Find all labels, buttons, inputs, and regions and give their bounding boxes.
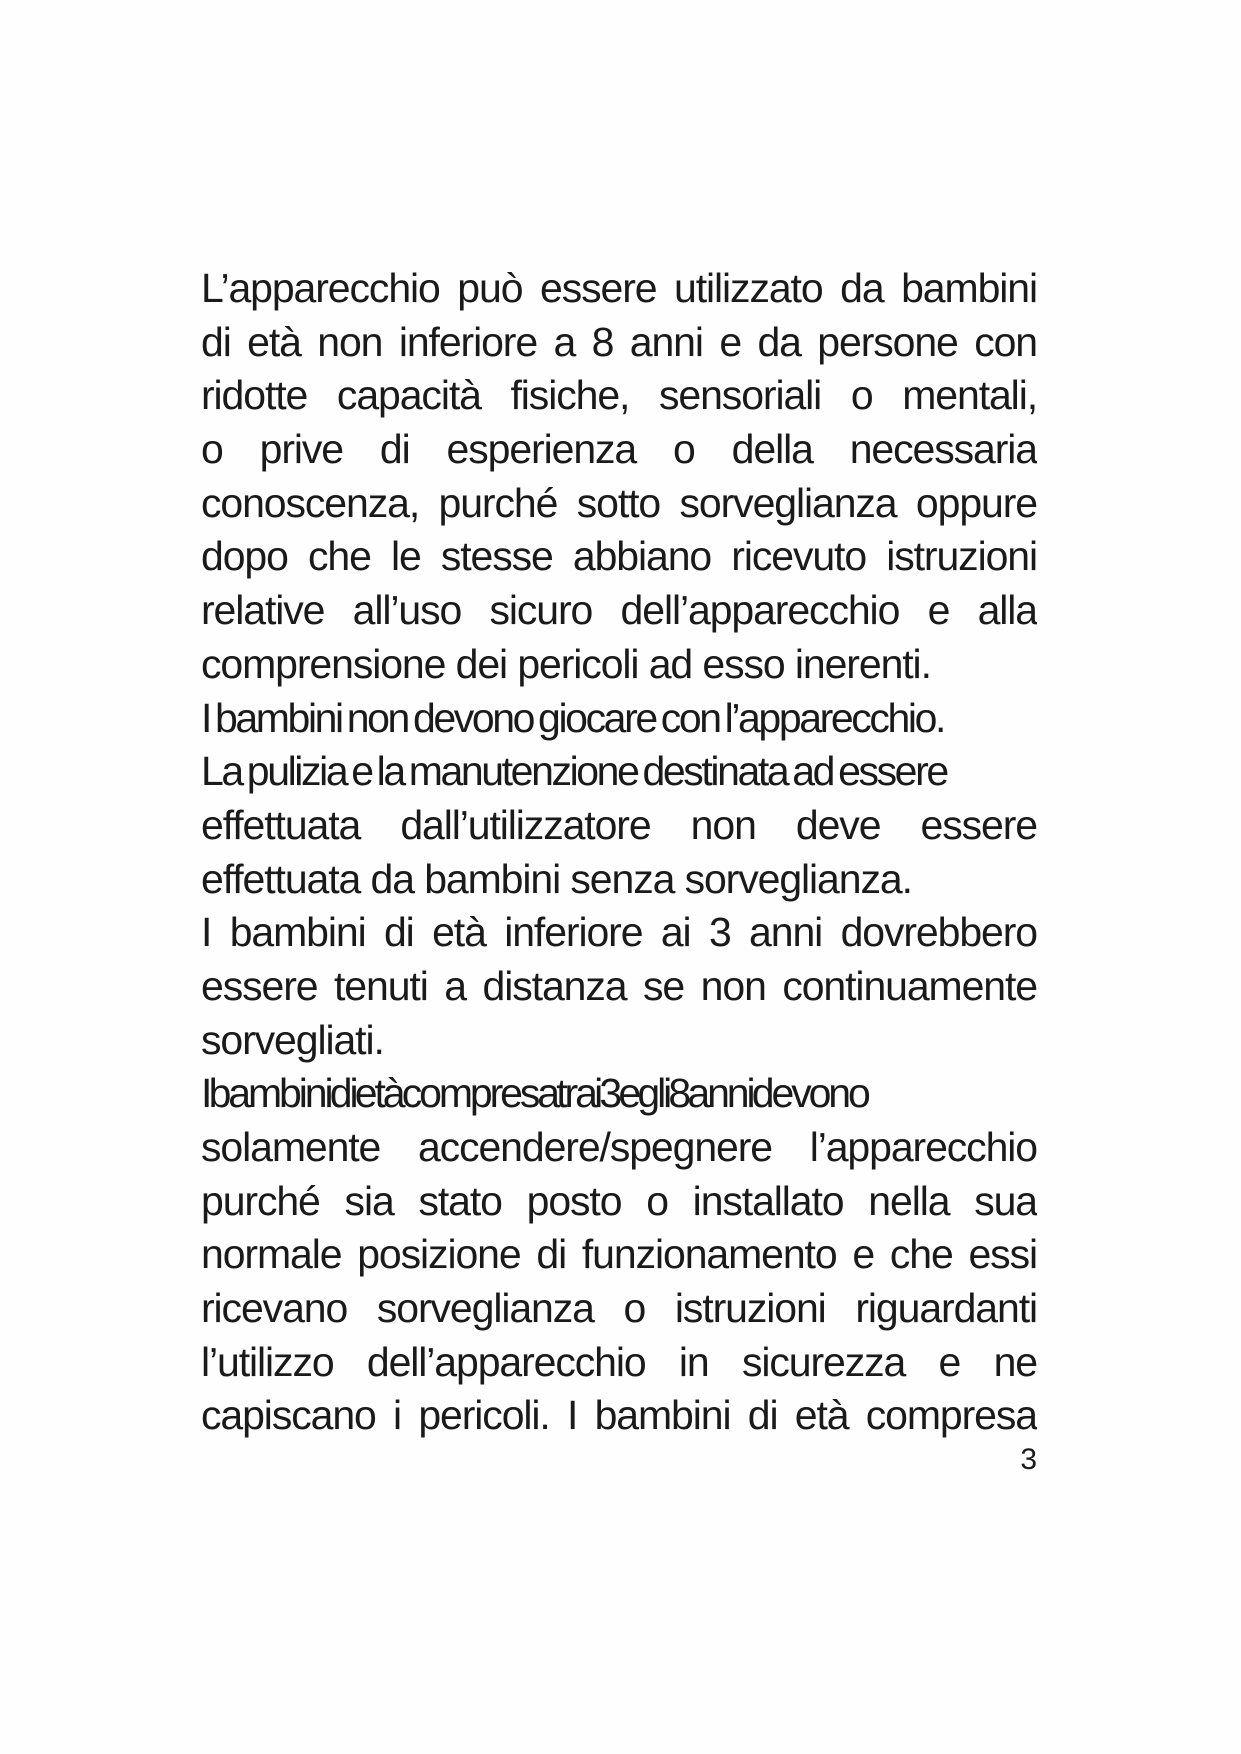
page-number: 3 (1020, 1443, 1037, 1476)
body-text (201, 262, 1037, 1443)
text-line: l’utilizzo dell’apparecchio in sicurezza e ne (201, 1338, 1037, 1385)
text-line: I bambini non devono giocare con l’apparecchio. (201, 694, 944, 741)
text-line: I bambini di età compresa tra i 3 e gli 8 anni devono (201, 1070, 868, 1117)
text-line: essere tenuti a distanza se non continuamente (201, 962, 1037, 1009)
text-line: La pulizia e la manutenzione destinata ad essere (201, 748, 947, 795)
text-line: di età non inferiore a 8 anni e da persone con (201, 318, 1037, 365)
text-line: relative all’uso sicuro dell’apparecchio e alla (201, 587, 1037, 634)
text-line: ridotte capacità fisiche, sensoriali o mentali, (201, 372, 1037, 419)
text-line: I bambini di età inferiore ai 3 anni dovrebbero (201, 909, 1037, 956)
text-line: solamente accendere/spegnere l’apparecchio (201, 1124, 1037, 1170)
text-line: capiscano i pericoli. I bambini di età compresa (201, 1392, 1037, 1439)
text-line: normale posizione di funzionamento e che essi (201, 1231, 1037, 1278)
text-line: effettuata dall’utilizzatore non deve essere (201, 801, 1037, 848)
text-line: sorvegliati. (201, 1016, 384, 1063)
text-line: comprensione dei pericoli ad esso inerenti. (201, 640, 931, 687)
text-line: purché sia stato posto o installato nella sua (201, 1177, 1037, 1224)
text-line: dopo che le stesse abbiano ricevuto istruzioni (201, 533, 1037, 580)
text-line: o prive di esperienza o della necessaria (201, 426, 1037, 473)
text-line: ricevano sorveglianza o istruzioni riguardanti (201, 1285, 1037, 1332)
text-line: L’apparecchio può essere utilizzato da bambini (201, 265, 1037, 311)
text-line: effettuata da bambini senza sorveglianza. (201, 855, 912, 902)
text-line: conoscenza, purché sotto sorveglianza oppure (201, 479, 1037, 526)
